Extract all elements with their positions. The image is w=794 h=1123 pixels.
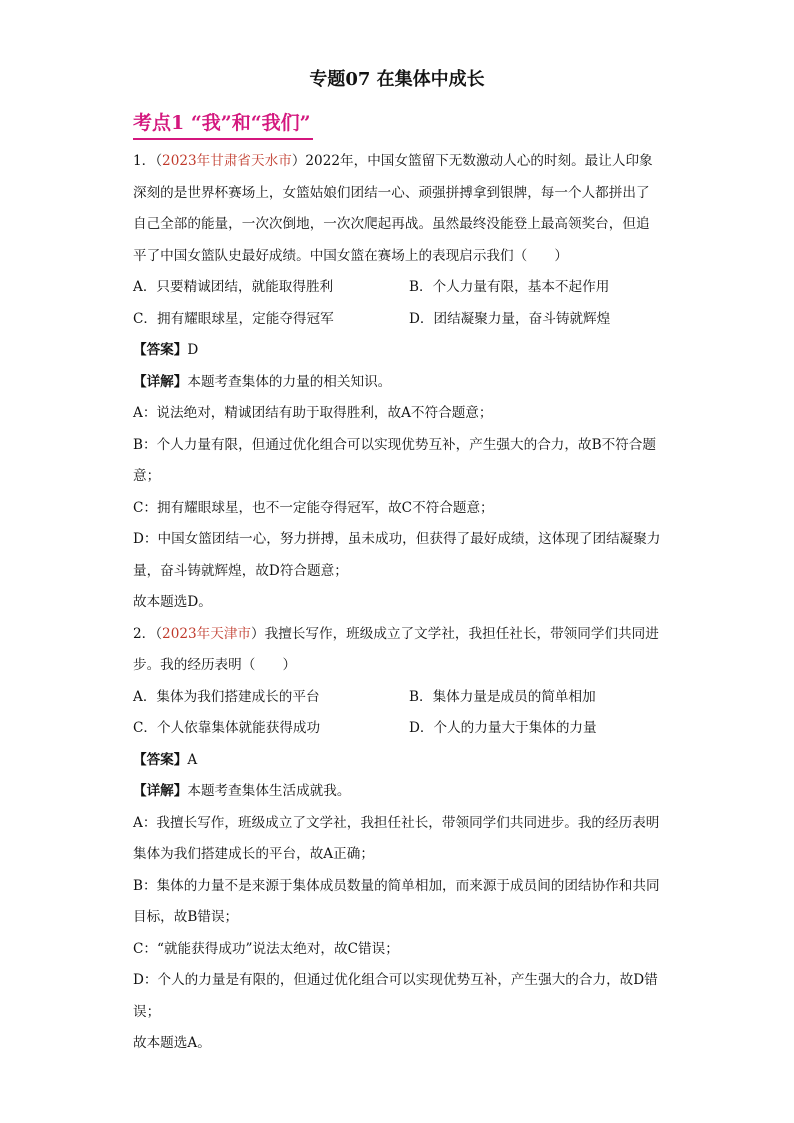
option-a: A．只要精诚团结，就能取得胜利 bbox=[133, 279, 334, 295]
source-open: （ bbox=[155, 153, 163, 169]
option-b: B．个人力量有限，基本不起作用 bbox=[409, 279, 610, 295]
detail-text: 本题考查集体的力量的相关知识。 bbox=[187, 373, 392, 390]
question-source: 2023年甘肃省天水市 bbox=[162, 153, 292, 169]
answer-label: 【答案】 bbox=[133, 751, 188, 768]
source-open: （ bbox=[155, 625, 163, 642]
explanation-a: A：我擅长写作，班级成立了文学社，我担任社长，带领同学们共同进步。我的经历表明集体为我们搭建成长的平台，故A正确； bbox=[133, 814, 660, 862]
option-b: B．集体力量是成员的简单相加 bbox=[409, 688, 596, 705]
option-a: A．集体为我们搭建成长的平台 bbox=[133, 688, 320, 705]
question-number: 1． bbox=[133, 153, 156, 169]
answer-value: D bbox=[187, 342, 199, 358]
question-text: 我擅长写作，班级成立了文学社，我担任社长，带领同学们共同进步。我的经历表明（ ） bbox=[133, 625, 659, 673]
detail-label: 【详解】 bbox=[133, 783, 188, 799]
answer-value: A bbox=[187, 751, 198, 768]
explanation-a: A：说法绝对，精诚团结有助于取得胜利，故A不符合题意； bbox=[133, 405, 493, 421]
explanation-b: B：集体的力量不是来源于集体成员数量的简单相加，而来源于成员间的团结协作和共同目标，故B错误； bbox=[133, 877, 660, 925]
question-source: 2023年天津市 bbox=[162, 625, 252, 642]
explanation-c: C：拥有耀眼球星，也不一定能夺得冠军，故C不符合题意； bbox=[133, 499, 494, 516]
explanation-d: D：个人的力量是有限的，但通过优化组合可以实现优势互补，产生强大的合力，故D错误； bbox=[133, 972, 658, 1020]
options-row bbox=[133, 713, 663, 745]
explanation-d: D：中国女篮团结一心，努力拼搏，虽未成功，但获得了最好成绩，这体现了团结凝聚力量，奋斗铸就辉煌，故D符合题意； bbox=[133, 531, 661, 579]
page-title: 专题07 在集体中成长 bbox=[309, 69, 485, 90]
options-row bbox=[133, 682, 663, 714]
question-1-stem bbox=[133, 146, 663, 272]
source-close: ） bbox=[251, 625, 265, 642]
section-heading: 考点1 “我”和“我们” bbox=[133, 108, 313, 140]
answer-line bbox=[133, 335, 663, 367]
options-row bbox=[133, 272, 663, 304]
conclusion: 故本题选A。 bbox=[133, 1035, 211, 1051]
explanation-b: B：个人力量有限，但通过优化组合可以实现优势互补，产生强大的合力，故B不符合题意； bbox=[133, 436, 656, 484]
question-list bbox=[133, 146, 663, 1060]
option-d: D．个人的力量大于集体的力量 bbox=[409, 720, 597, 736]
detail-label: 【详解】 bbox=[133, 373, 188, 390]
detail-line bbox=[133, 776, 663, 808]
option-c: C．个人依靠集体就能获得成功 bbox=[133, 720, 321, 736]
option-c: C．拥有耀眼球星，定能夺得冠军 bbox=[133, 310, 334, 327]
answer-line bbox=[133, 745, 663, 777]
detail-text: 本题考查集体生活成就我。 bbox=[187, 783, 351, 799]
options-row bbox=[133, 304, 663, 336]
explanation-c: C：“就能获得成功”说法太绝对，故C错误； bbox=[133, 940, 399, 957]
option-d: D．团结凝聚力量，奋斗铸就辉煌 bbox=[409, 310, 611, 327]
question-2-stem bbox=[133, 619, 663, 682]
detail-line bbox=[133, 367, 663, 399]
conclusion: 故本题选D。 bbox=[133, 594, 212, 610]
question-text: 2022年，中国女篮留下无数激动人心的时刻。最让人印象深刻的是世界杯赛场上，女篮姑娘们团结一心、顽强拼搏拿到银牌，每一个人都拼出了自己全部的能量，一次次倒地，一次次爬起再战。虽然最终没能登上最高领奖台，但追平了中国女篮队史最好成绩。中国女篮在赛场上的表现启示我们（ ） bbox=[133, 153, 653, 264]
question-number: 2． bbox=[133, 625, 156, 642]
answer-label: 【答案】 bbox=[133, 342, 188, 358]
source-close: ） bbox=[291, 153, 306, 169]
